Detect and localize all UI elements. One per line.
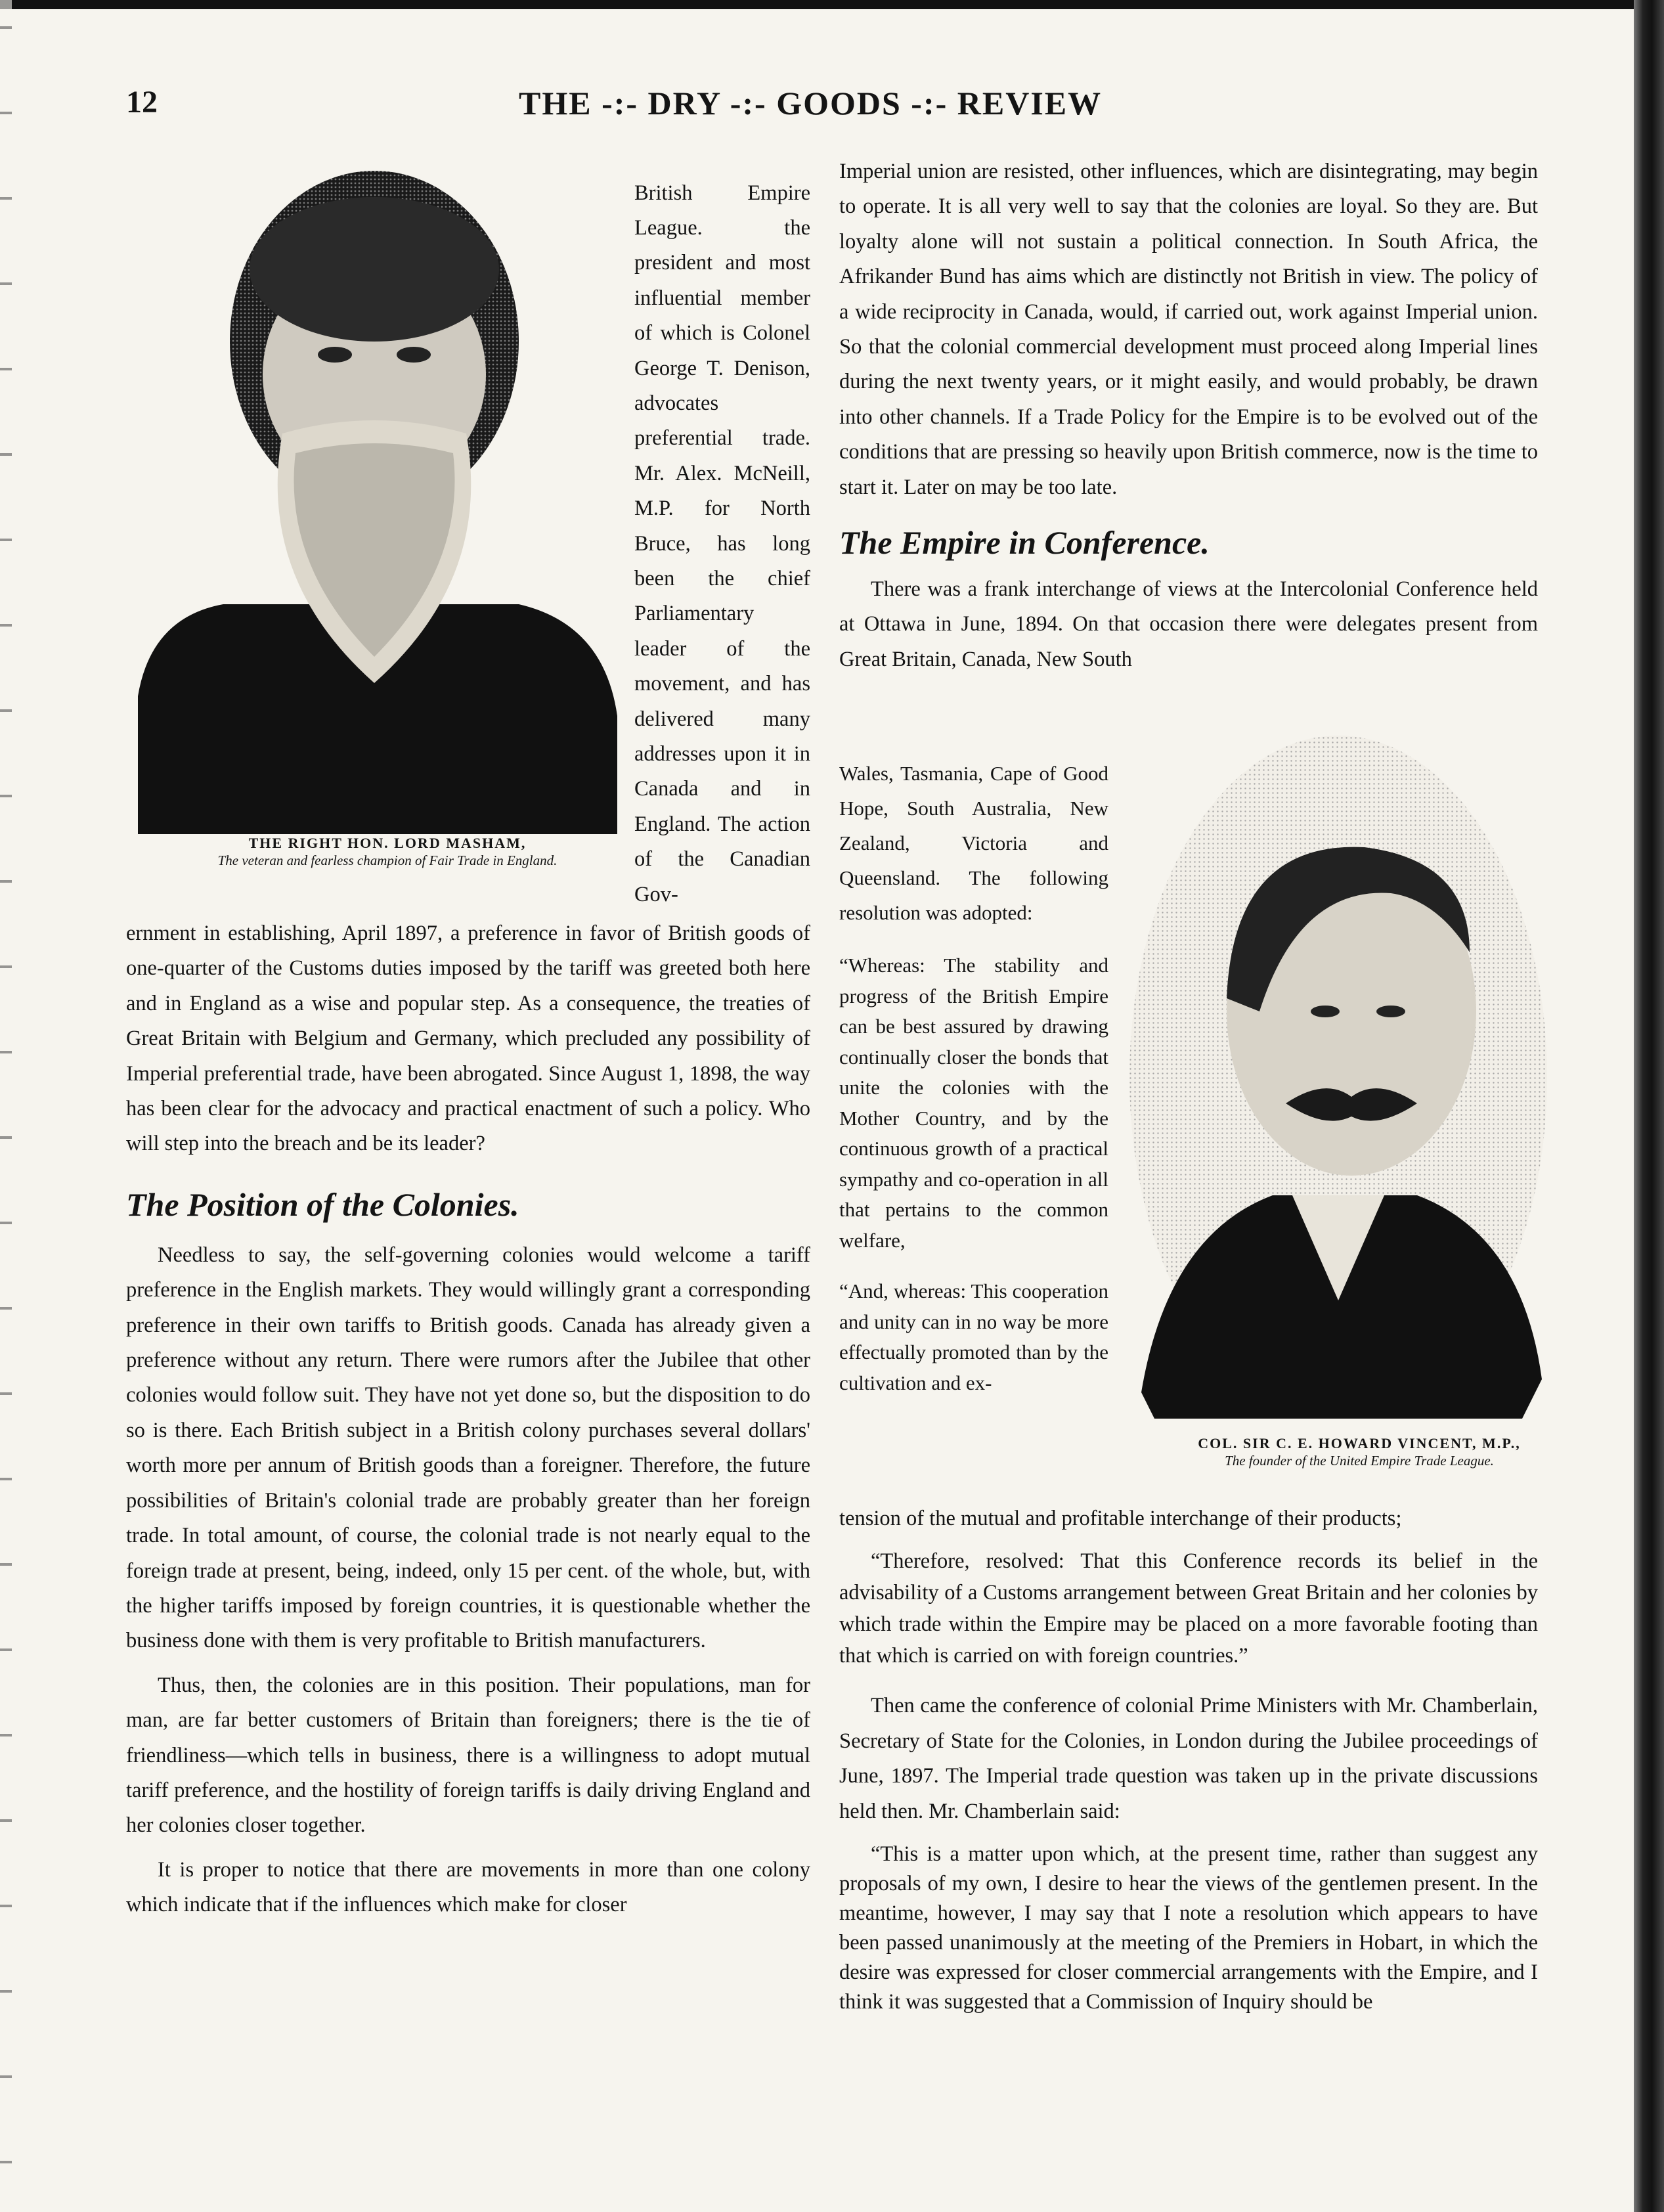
section-heading-conference: The Empire in Conference. — [839, 524, 1210, 562]
portrait-howard-vincent — [1128, 736, 1548, 1425]
caption-right-name: COL. SIR C. E. HOWARD VINCENT, M.P., — [1198, 1435, 1521, 1451]
chamberlain-quote: “This is a matter upon which, at the present time, rather than suggest any proposals of my own, I desire to hear the views of the gentlemen present. In the meantime, however, I may say that I note a resolution which appears to have been passed unanimously at the meeting of the Premiers in Hobart, in which the desire was expressed for closer commercial arrangements with the Empire, and I think it was suggested that a Commission of Inquiry should be — [839, 1842, 1538, 2014]
whereas-second-continued: tension of the mutual and profitable interchange of their products; — [839, 1507, 1402, 1530]
right-binding-edge — [1634, 0, 1664, 2212]
caption-right-sub: The founder of the United Empire Trade League. — [1225, 1453, 1494, 1469]
conference-intro: There was a frank interchange of views at the Intercolonial Conference held at Ottawa in June, 1894. On that occasion there were delegates present from Great Britain, Canada, New South — [839, 577, 1538, 671]
caption-right — [1123, 1435, 1596, 1469]
top-border — [0, 0, 1664, 9]
caption-left-name: THE RIGHT HON. LORD MASHAM, — [248, 835, 527, 851]
left-paragraph: Thus, then, the colonies are in this position. Their populations, man for man, are far better customers of Britain than foreigners; there is the tie of friendliness—which tells in business, there is a willingness to adopt mutual tariff preference, and the hostility of foreign tariffs is daily driving England and her colonies closer together. — [126, 1673, 810, 1838]
caption-left-sub: The veteran and fearless champion of Fair Trade in England. — [217, 852, 558, 868]
left-page-edge — [0, 0, 12, 2212]
left-column — [126, 916, 810, 1923]
left-paragraph: It is proper to notice that there are movements in more than one colony which indicate that if the influences which make for closer — [126, 1857, 810, 1917]
page-number: 12 — [126, 85, 158, 120]
chamberlain-intro: Then came the conference of colonial Prime Ministers with Mr. Chamberlain, Secretary of State for the Colonies, in London during the Jubilee proceedings of June, 1897. The Imperial trade question was taken up in the private discussions held then. Mr. Chamberlain said: — [839, 1694, 1538, 1823]
right-narrow-text — [839, 736, 1108, 1419]
whereas-first: “Whereas: The stability and progress of the British Empire can be best assured by drawing continually closer the bonds that unite the colonies with the Mother Country, and by the continuous growth of a practical sympathy and co-operation in all that pertains to the common welfare, — [839, 954, 1108, 1252]
right-column-top — [839, 154, 1538, 677]
section-heading-colonies: The Position of the Colonies. — [126, 1185, 519, 1223]
right-column-bottom — [839, 1501, 1538, 2017]
left-continuation: ernment in establishing, April 1897, a preference in favor of British goods of one-quarter of the Customs duties imposed by the tariff was greeted both here and in England as a wise and popular step. As a consequence, the treaties of Great Britain with Belgium and Germany, which precluded any possibility of Imperial preferential trade, have been abrogated. Since August 1, 1898, the way has been clear for the advocacy and practical enactment of such a policy. Who will step into the breach and be its leader? — [126, 921, 810, 1156]
running-title: THE -:- DRY -:- GOODS -:- REVIEW — [519, 85, 1103, 122]
caption-left — [177, 835, 598, 869]
resolved-paragraph: “Therefore, resolved: That this Conference records its belief in the advisability of a Customs arrangement between Great Britain and her colonies by which trade within the Empire may be placed on a more favorable footing than that which is carried on with foreign countries.” — [839, 1549, 1538, 1668]
left-paragraph: Needless to say, the self-governing colonies would welcome a tariff preference in the English markets. They would willingly grant a corresponding preference in their own tariffs to British goods. Canada has already given a preference without any return. There were rumors after the Jubilee that other colonies would follow suit. They have not yet done so, but the disposition to do so is there. Each British subject in a British colony purchases several dollars' worth more per annum of British goods than a foreigner. Therefore, the future possibilities of Britain's colonial trade are probably greater than her foreign trade. In total amount, of course, the colonial trade is not nearly equal to the foreign trade at present, being, indeed, only 15 per cent. of the whole, but, with the higher tariffs imposed by foreign countries, it is questionable whether the business done with them is very profitable to British manufacturers. — [126, 1243, 810, 1653]
conference-delegates: Wales, Tasmania, Cape of Good Hope, South Australia, New Zealand, Victoria and Queensland. The following resolution was adopted: — [839, 762, 1108, 924]
left-narrow-paragraph: British Empire League. the president and most influential member of which is Colonel George T. Denison, advocates preferential trade. Mr. Alex. McNeill, M.P. for North Bruce, has long been the chief Parliamentary leader of the movement, and has delivered many addresses upon it in Canada and in England. The action of the Canadian Gov- — [634, 181, 810, 906]
left-narrow-text — [634, 154, 810, 934]
whereas-second: “And, whereas: This cooperation and unity can in no way be more effectually promoted than by the cultivation and ex- — [839, 1279, 1108, 1394]
right-top-text: Imperial union are resisted, other influences, which are disintegrating, may begin to operate. It is all very well to say that the colonies are loyal. So they are. But loyalty alone will not sustain a political connection. In South Africa, the Afrikander Bund has aims which are distinctly not British in view. The policy of a wide reciprocity in Canada, would, if carried out, work against Imperial union. So that the colonial commercial development must proceed along Imperial lines during the next twenty years, or it might easily, and would probably, be drawn into other channels. If a Trade Policy for the Empire is to be evolved out of the conditions that are pressing so heavily upon British commerce, now is the time to start it. Later on may be too late. — [839, 160, 1538, 499]
portrait-lord-masham — [125, 158, 624, 834]
